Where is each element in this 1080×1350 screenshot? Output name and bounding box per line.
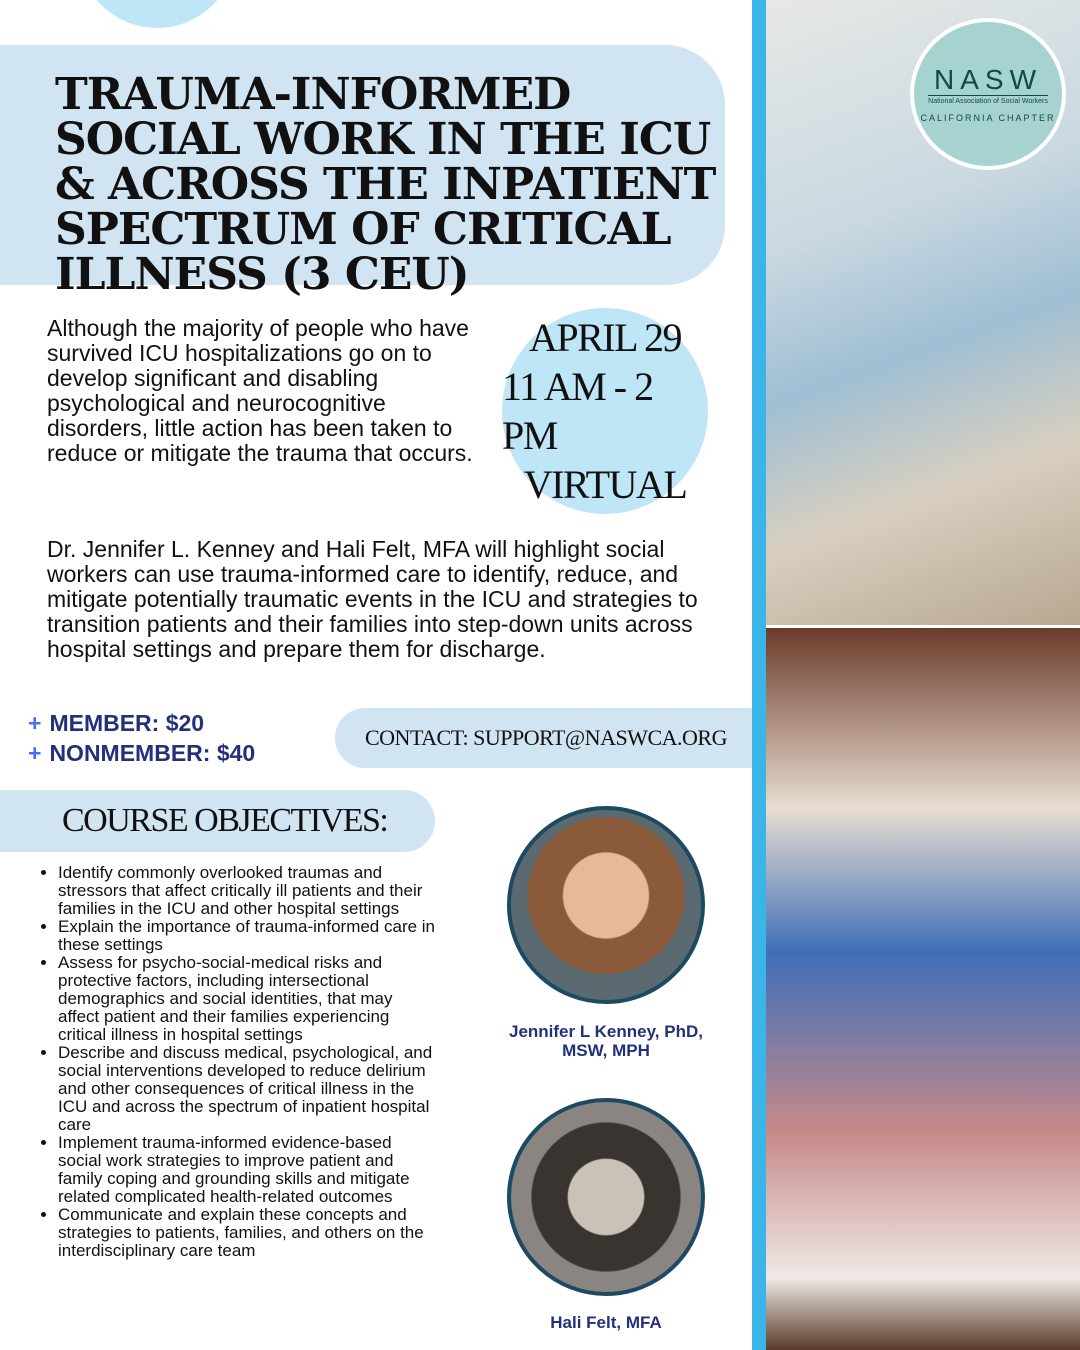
speaker-photo-kenney — [507, 806, 705, 1004]
page-title: TRAUMA-INFORMED SOCIAL WORK IN THE ICU & ACROSS THE INPATIENT SPECTRUM OF CRITICAL ILLNESS (3 CEU) — [55, 69, 716, 300]
nasw-logo — [910, 18, 1066, 170]
event-time: 11 AM - 2 PM — [502, 364, 653, 458]
description-text: Dr. Jennifer L. Kenney and Hali Felt, MFA will highlight social workers can use trauma-informed care to identify, reduce, and mitigate potentially traumatic events in the ICU and strategies to transition patients and their families into step-down units across hospital settings and prepare them for discharge. — [47, 536, 698, 662]
photo-nurse-with-elderly-patient — [766, 628, 1080, 1350]
event-format: VIRTUAL — [523, 462, 687, 507]
list-item: • Assess for psycho-social-medical risks and protective factors, including intersectional demographics and social identities, that may affect patient and their families experiencing critical illness in hospital settings — [58, 954, 438, 1044]
objectives-list — [38, 864, 438, 1260]
list-item: • Explain the importance of trauma-informed care in these settings — [58, 918, 438, 954]
logo-full-name: National Association of Social Workers — [928, 95, 1048, 105]
contact-email[interactable]: CONTACT: SUPPORT@NASWCA.ORG — [335, 708, 755, 768]
speaker-name: Jennifer L Kenney, PhD, MSW, MPH — [509, 1022, 703, 1060]
decorative-circle — [78, 0, 236, 28]
plus-icon: + — [28, 710, 42, 736]
list-item: • Communicate and explain these concepts and strategies to patients, families, and others on the interdisciplinary care team — [58, 1206, 438, 1260]
objectives-heading: COURSE OBJECTIVES: — [0, 790, 435, 852]
list-item: • Identify commonly overlooked traumas and stressors that affect critically ill patients and their families in the ICU and other hospital settings — [58, 864, 438, 918]
speaker-photo-felt — [507, 1098, 705, 1296]
logo-acronym: NASW — [934, 64, 1042, 95]
member-price-label: MEMBER: $20 — [49, 710, 205, 736]
member-price — [28, 708, 255, 738]
speaker-name: Hali Felt, MFA — [550, 1313, 662, 1332]
accent-stripe — [752, 0, 766, 1350]
intro-text: Although the majority of people who have survived ICU hospitalizations go on to develop significant and disabling psychological and neurocognitive disorders, little action has been taken to reduce or mitigate the trauma that occurs. — [47, 315, 473, 466]
pricing — [28, 708, 255, 768]
list-item: • Implement trauma-informed evidence-based social work strategies to improve patient and family coping and grounding skills and mitigate related complicated health-related outcomes — [58, 1134, 438, 1206]
nonmember-price-label: NONMEMBER: $40 — [49, 740, 256, 766]
plus-icon: + — [28, 740, 42, 766]
list-item: • Describe and discuss medical, psychological, and social interventions developed to reduce delirium and other consequences of critical illness in the ICU and across the spectrum of inpatient hospital care — [58, 1044, 438, 1134]
nonmember-price — [28, 738, 255, 768]
logo-chapter: CALIFORNIA CHAPTER — [920, 113, 1056, 123]
event-details-circle — [502, 308, 708, 514]
event-date: APRIL 29 — [528, 315, 682, 360]
